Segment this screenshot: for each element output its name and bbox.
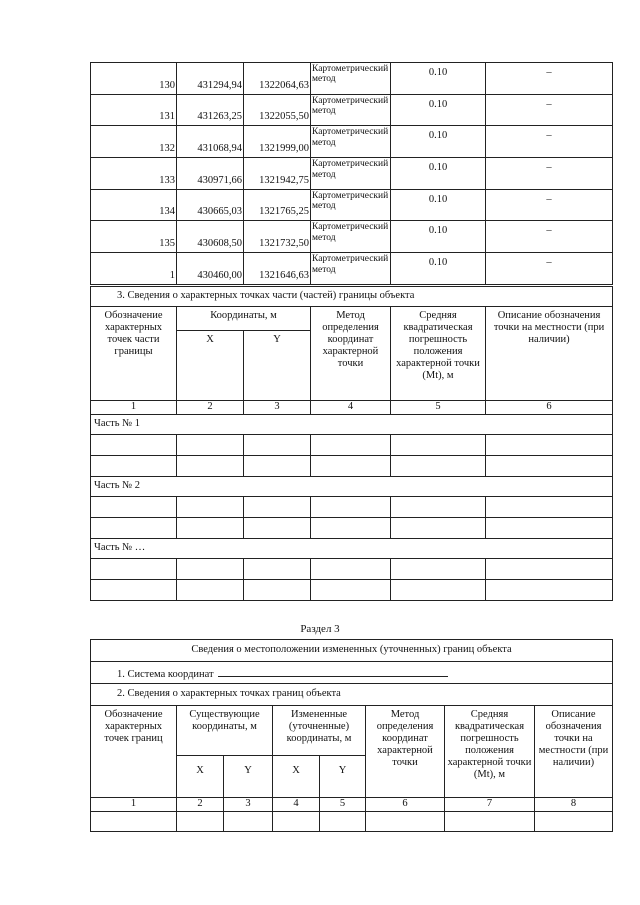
mt-value: 0.10 <box>391 189 486 221</box>
mt-value: 0.10 <box>391 158 486 190</box>
empty-cell <box>91 456 177 477</box>
s3-header-point: Обозначение характерных точек границ <box>91 706 177 798</box>
header-method: Метод определения координат характерной точки <box>311 307 391 401</box>
empty-cell <box>486 580 613 601</box>
s3-header-x2: X <box>273 756 320 798</box>
part-header-row <box>91 539 613 559</box>
empty-cell <box>311 559 391 580</box>
point-number: 132 <box>91 126 177 158</box>
method: Картометрический метод <box>311 253 391 285</box>
description: – <box>486 158 613 190</box>
table-row <box>91 189 613 221</box>
column-number: 5 <box>391 401 486 415</box>
coord-system-label: 1. Система координат <box>117 669 214 680</box>
header-x: X <box>177 331 244 401</box>
s3-header-y1: Y <box>224 756 273 798</box>
table-row <box>91 94 613 126</box>
part-points-table <box>90 286 613 601</box>
point-number: 134 <box>91 189 177 221</box>
s3-header-changed: Измененные (уточненные) координаты, м <box>273 706 366 756</box>
empty-cell <box>391 456 486 477</box>
point-number: 1 <box>91 253 177 285</box>
coord-y: 1321732,50 <box>244 221 311 253</box>
column-number: 6 <box>366 798 445 812</box>
empty-row <box>91 435 613 456</box>
section3-table <box>90 639 613 832</box>
empty-cell <box>91 559 177 580</box>
empty-cell <box>486 518 613 539</box>
coord-x: 430665,03 <box>177 189 244 221</box>
column-number: 3 <box>224 798 273 812</box>
empty-cell <box>244 580 311 601</box>
column-number: 2 <box>177 798 224 812</box>
empty-row <box>91 559 613 580</box>
section3-title: Сведения о местоположении измененных (уточненных) границ объекта <box>91 640 613 662</box>
description: – <box>486 189 613 221</box>
coord-y: 1322055,50 <box>244 94 311 126</box>
header-y: Y <box>244 331 311 401</box>
s3-header-desc: Описание обозначения точки на местности (при наличии) <box>535 706 613 798</box>
empty-row <box>91 456 613 477</box>
empty-cell <box>311 580 391 601</box>
empty-cell <box>311 497 391 518</box>
mt-value: 0.10 <box>391 253 486 285</box>
method: Картометрический метод <box>311 158 391 190</box>
description: – <box>486 94 613 126</box>
header-coords: Координаты, м <box>177 307 311 331</box>
coord-x: 430608,50 <box>177 221 244 253</box>
method: Картометрический метод <box>311 221 391 253</box>
empty-cell <box>311 456 391 477</box>
s3-header-y2: Y <box>320 756 366 798</box>
empty-cell <box>177 435 244 456</box>
empty-cell <box>91 580 177 601</box>
empty-cell <box>486 497 613 518</box>
s3-header-method: Метод определения координат характерной точки <box>366 706 445 798</box>
empty-cell <box>177 497 244 518</box>
empty-cell <box>486 435 613 456</box>
coord-x: 430971,66 <box>177 158 244 190</box>
empty-cell <box>177 518 244 539</box>
coord-system-row <box>91 662 613 684</box>
empty-cell <box>311 518 391 539</box>
description: – <box>486 221 613 253</box>
part3-title: 3. Сведения о характерных точках части (частей) границы объекта <box>91 287 613 307</box>
header-point: Обозначение характерных точек части границы <box>91 307 177 401</box>
point-number: 135 <box>91 221 177 253</box>
coord-y: 1321765,25 <box>244 189 311 221</box>
coord-x: 430460,00 <box>177 253 244 285</box>
point-number: 130 <box>91 63 177 95</box>
part-label: Часть № 2 <box>91 477 613 497</box>
part-label: Часть № … <box>91 539 613 559</box>
column-number: 1 <box>91 401 177 415</box>
empty-cell <box>91 518 177 539</box>
empty-cell <box>244 497 311 518</box>
column-number: 4 <box>273 798 320 812</box>
column-number: 1 <box>91 798 177 812</box>
empty-cell <box>177 456 244 477</box>
table-row <box>91 158 613 190</box>
coord-y: 1321999,00 <box>244 126 311 158</box>
table-row <box>91 63 613 95</box>
part-header-row <box>91 477 613 497</box>
empty-cell <box>486 456 613 477</box>
coord-x: 431294,94 <box>177 63 244 95</box>
mt-value: 0.10 <box>391 63 486 95</box>
method: Картометрический метод <box>311 189 391 221</box>
empty-row <box>91 497 613 518</box>
table-row <box>91 221 613 253</box>
description: – <box>486 126 613 158</box>
s3-header-mt: Средняя квадратическая погрешность положения характерной точки (Mt), м <box>445 706 535 798</box>
empty-cell <box>311 435 391 456</box>
empty-cell <box>177 580 244 601</box>
empty-cell <box>244 456 311 477</box>
empty-cell <box>244 518 311 539</box>
points-title: 2. Сведения о характерных точках границ объекта <box>91 684 613 706</box>
part-header-row <box>91 415 613 435</box>
empty-cell <box>486 559 613 580</box>
table-row <box>91 126 613 158</box>
empty-row <box>91 580 613 601</box>
method: Картометрический метод <box>311 94 391 126</box>
coord-y: 1321646,63 <box>244 253 311 285</box>
empty-cell <box>91 435 177 456</box>
empty-cell <box>177 559 244 580</box>
empty-cell <box>391 435 486 456</box>
empty-row <box>91 518 613 539</box>
coordinates-table <box>90 62 613 285</box>
section-label: Раздел 3 <box>300 623 340 635</box>
s3-header-x1: X <box>177 756 224 798</box>
column-number: 8 <box>535 798 613 812</box>
column-number: 7 <box>445 798 535 812</box>
coord-x: 431263,25 <box>177 94 244 126</box>
method: Картометрический метод <box>311 126 391 158</box>
point-number: 131 <box>91 94 177 126</box>
empty-cell <box>91 497 177 518</box>
header-mt: Средняя квадратическая погрешность положения характерной точки (Mt), м <box>391 307 486 401</box>
empty-cell <box>391 559 486 580</box>
coord-system-blank <box>218 666 448 677</box>
description: – <box>486 63 613 95</box>
empty-cell <box>244 435 311 456</box>
column-number: 6 <box>486 401 613 415</box>
column-number: 4 <box>311 401 391 415</box>
method: Картометрический метод <box>311 63 391 95</box>
mt-value: 0.10 <box>391 221 486 253</box>
mt-value: 0.10 <box>391 126 486 158</box>
empty-cell <box>391 518 486 539</box>
part-label: Часть № 1 <box>91 415 613 435</box>
table-row <box>91 253 613 285</box>
coord-y: 1322064,63 <box>244 63 311 95</box>
coord-y: 1321942,75 <box>244 158 311 190</box>
point-number: 133 <box>91 158 177 190</box>
coord-x: 431068,94 <box>177 126 244 158</box>
column-number: 3 <box>244 401 311 415</box>
column-number: 5 <box>320 798 366 812</box>
empty-cell <box>391 497 486 518</box>
s3-header-existing: Существующие координаты, м <box>177 706 273 756</box>
header-desc: Описание обозначения точки на местности (при наличии) <box>486 307 613 401</box>
empty-cell <box>391 580 486 601</box>
s3-empty-row <box>91 812 613 832</box>
column-number: 2 <box>177 401 244 415</box>
mt-value: 0.10 <box>391 94 486 126</box>
description: – <box>486 253 613 285</box>
empty-cell <box>244 559 311 580</box>
